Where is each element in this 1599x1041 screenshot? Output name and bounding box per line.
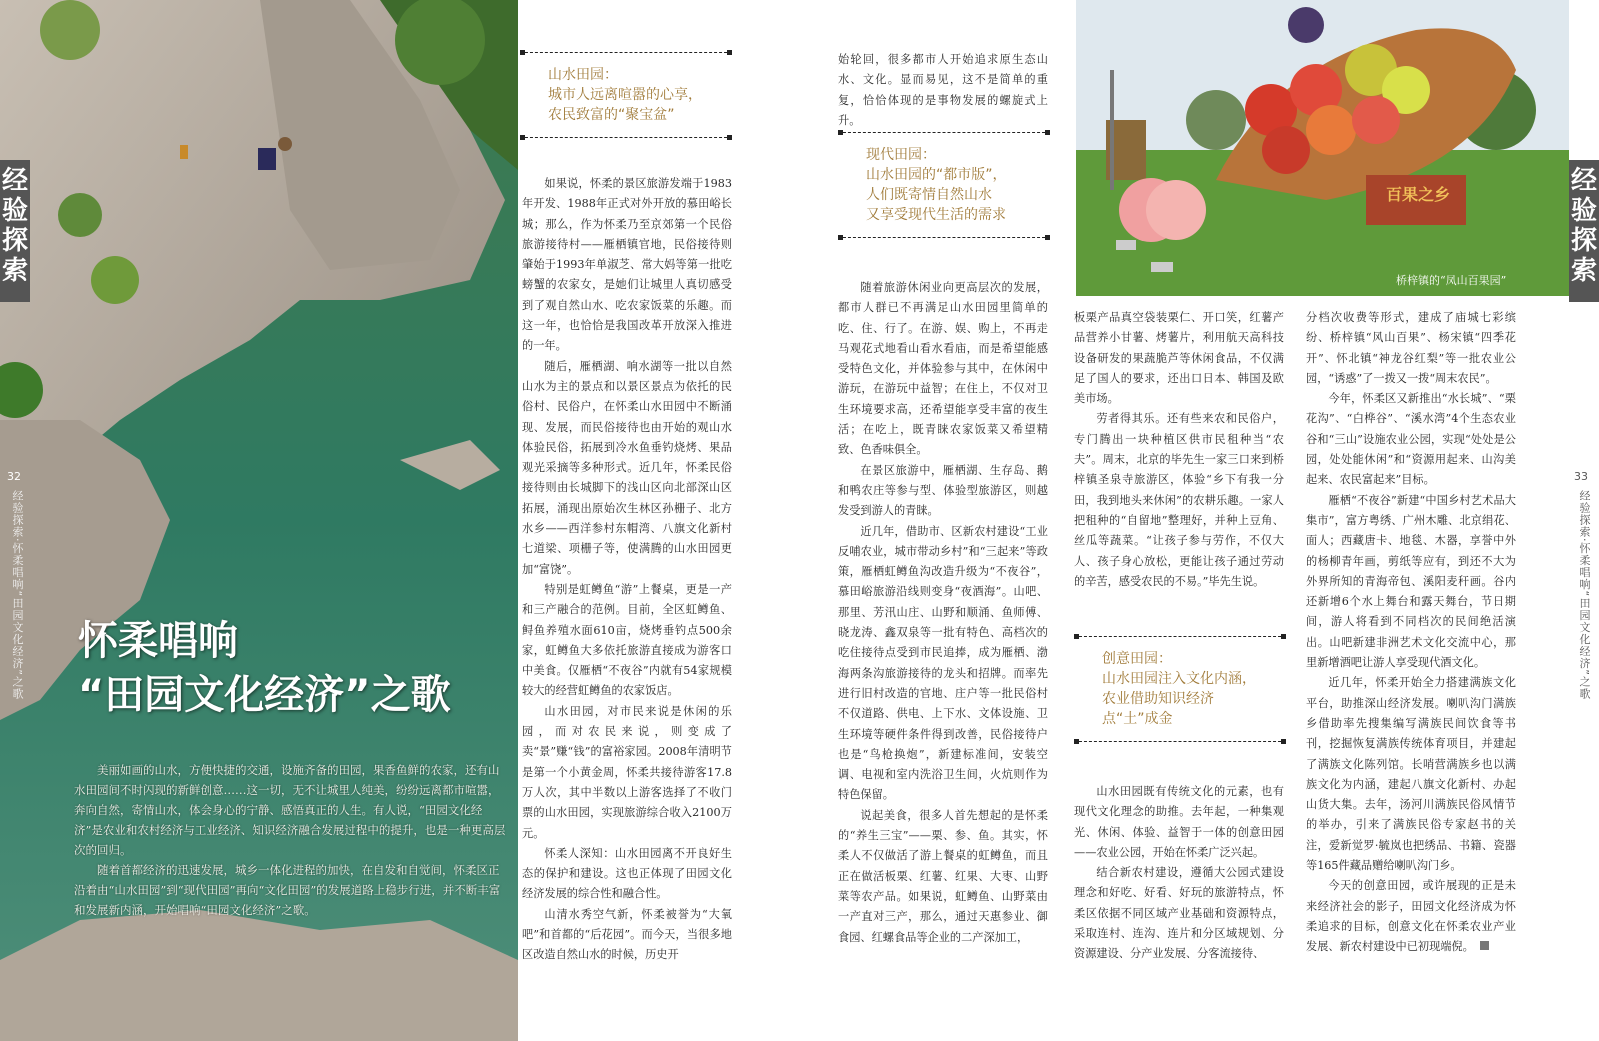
paragraph: 板栗产品真空袋装栗仁、开口笑，红薯产品营养小甘薯、烤薯片，利用航天高科技设备研发的果蔬脆芦等休闲食品，不仅满足了国人的要求，还出口日本、韩国及欧美市场。: [1074, 311, 1284, 406]
section-heading-1: [520, 52, 732, 138]
paragraph: 在景区旅游中，雁栖湖、生存岛、鹅和鸭农庄等参与型、体验型旅游区，则越发受到游人的青睐。: [838, 463, 1048, 518]
section-heading-text: [838, 133, 1050, 237]
page-number-right: 33: [1574, 470, 1588, 483]
section-heading-text: [520, 53, 732, 137]
running-head-left: 经验探索·怀柔唱响“田园文化经济”之歌: [11, 490, 24, 700]
photo-caption: 桥梓镇的“凤山百果园”: [1396, 274, 1507, 287]
sign-text: 百果之乡: [1386, 185, 1451, 204]
paragraph: 今年，怀柔区又新推出“水长城”、“栗花沟”、“白桦谷”、“溪水湾”4个生态农业谷和“三山”设施农业公园，实现“处处是公园，处处能休闲”和“资源用起来、山沟美起来、农民富起来”目标。: [1306, 392, 1516, 487]
section-rule: [520, 137, 732, 138]
section-rule: [1074, 741, 1286, 742]
intro-text: [74, 760, 506, 920]
paragraph: 结合新农村建设，遵循大公园式建设理念和好吃、好看、好玩的旅游特点，怀柔区依据不同区域产业基础和资源特点，采取连村、连沟、连片和分区域规划、分资源建设、分产业发展、分客流接待、: [1074, 866, 1284, 961]
paragraph: 说起美食，很多人首先想起的是怀柔的“养生三宝”——栗、参、鱼。其实，怀柔人不仅做活了游上餐桌的虹鳟鱼，而且正在做活板栗、红薯、红果、大枣、山野菜等农产品。如果说，虹鳟鱼、山野菜由一产直对三产，那么，通过天惠参业、御食园、红螺食品等企业的二产深加工，: [838, 808, 1048, 944]
paragraph: [1306, 876, 1516, 957]
section-rule: [838, 237, 1050, 238]
intro-paragraph: 随着首都经济的迅速发展，城乡一体化进程的加快，在自发和自觉间，怀柔区正沿着由“山水田园”到“现代田园”再向“文化田园”的发展道路上稳步行进，并不断丰富和发展新内涵，开始唱响“田园文化经济”之歌。: [74, 863, 501, 917]
paragraph: 劳者得其乐。还有些来农和民俗户，专门腾出一块种植区供市民租种当“农夫”。周末，北京的毕先生一家三口来到桥梓镇圣泉寺旅游区，体验“乡下有我一分田，我到地头来休闲”的农耕乐趣。一家人把租种的“自留地”整理好，并种上豆角、丝瓜等蔬菜。“让孩子参与劳作，不仅大人、孩子身心放松，更能让孩子通过劳动的辛苦，感受农民的不易。”毕先生说。: [1074, 412, 1284, 588]
section-title: 山水田园：: [548, 67, 618, 83]
section-rule: [1074, 636, 1286, 637]
text-column-1: [522, 174, 732, 966]
paragraph: 随着旅游休闲业向更高层次的发展，都市人群已不再满足山水田园里简单的吃、住、行了。在游、娱、购上，不再走马观花式地看山看水看庙，而是希望能感受特色文化，并体验参与其中，在休闲中游玩，在游玩中益智；在住上，不仅对卫生环境要求高，还希望能享受丰富的夜生活；在吃上，既青睐农家饭菜又希望精致、色香味俱全。: [838, 281, 1048, 457]
section-sub: 山水田园的“都市版”，: [866, 167, 1007, 183]
paragraph: 始轮回，很多都市人开始追求原生态山水、文化。显而易见，这不是简单的重复，恰恰体现的是事物发展的螺旋式上升。: [838, 53, 1048, 127]
page-number-left: 32: [7, 470, 21, 483]
section-rule: [838, 132, 1050, 133]
intro-paragraph: 美丽如画的山水，方便快捷的交通，设施齐备的田园，果香鱼鲜的农家，还有山水田园间不时闪现的新鲜创意……这一切，无不让城里人纯美，纷纷远离都市喧嚣，奔向自然，寄情山水，体会身心的宁静、感悟真正的人生。有人说，“田园文化经济”是农业和农村经济与工业经济、知识经济融合发展过程中的提升，也是一种更高层次的回归。: [74, 763, 506, 857]
section-rule: [520, 52, 732, 53]
paragraph: 怀柔人深知：山水田园离不开良好生态的保护和建设。这也正体现了田园文化经济发展的综合性和融合性。: [522, 846, 732, 901]
paragraph: 山清水秀空气新，怀柔被誉为“大氧吧”和首都的“后花园”。而今天，当很多地区改造自然山水的时候，历史开: [522, 907, 732, 962]
section-sub: 又享受现代生活的需求: [866, 207, 1006, 223]
section-title: 现代田园：: [866, 147, 936, 163]
text-column-2: [838, 278, 1048, 948]
paragraph: 随后，雁栖湖、响水湖等一批以自然山水为主的景点和以景区景点为依托的民俗村、民俗户，在怀柔山水田园中不断涌现、发展，而民俗接待也由开始的观山水体验民俗，拓展到冷水鱼垂钓烧烤、果品观光采摘等多种形式。近几年，怀柔民俗接待则由长城脚下的浅山区向北部深山区拓展，涌现出原始次生林区孙栅子、北方水乡——西洋参村东帽湾、八旗文化新村七道梁、项栅子等，使满腾的山水田园更加“富饶”。: [522, 359, 732, 576]
running-head-right: 经验探索·怀柔唱响“田园文化经济”之歌: [1578, 490, 1591, 700]
section-heading-3: [1074, 636, 1286, 742]
section-sub: 农业借助知识经济: [1102, 691, 1214, 707]
paragraph-text: 今天的创意田园，或许展现的正是未来经济社会的影子，田园文化经济成为怀柔追求的目标，创意文化在怀柔农业产业发展、新农村建设中已初现端倪。: [1306, 879, 1516, 954]
section-tab-right: 经验探索: [1569, 160, 1599, 302]
section-sub: 点“土”成金: [1102, 711, 1173, 727]
paragraph: 山水田园，对市民来说是休闲的乐园，而对农民来说，则变成了卖“景”赚“钱”的富裕家园。2008年清明节是第一个小黄金周，怀柔共接待游客17.8万人次，其中半数以上游客选择了不收门票的山水田园，实现旅游综合收入2100万元。: [522, 704, 732, 840]
paragraph: 特别是虹鳟鱼“游”上餐桌，更是一产和三产融合的范例。目前，全区虹鳟鱼、鲟鱼养殖水面610亩，烧烤垂钓点500余家，虹鳟鱼大多依托旅游直接成为游客口中美食。仅雁栖“不夜谷”内就有54家规模较大的经营虹鳟鱼的农家饭店。: [522, 582, 732, 698]
section-heading-text: [1074, 637, 1286, 741]
section-sub: 农民致富的“聚宝盆”: [548, 107, 675, 123]
paragraph: 分档次收费等形式，建成了庙城七彩缤纷、桥梓镇“风山百果”、杨宋镇“四季花开”、怀北镇“神龙谷红梨”等一批农业公园，“诱惑”了一拨又一拨“周末农民”。: [1306, 311, 1516, 385]
fruit-sculpture-photo: [1076, 0, 1569, 296]
section-sub: 城市人远离喧嚣的心享，: [548, 87, 702, 103]
end-mark-icon: [1480, 941, 1489, 950]
section-sub: 山水田园注入文化内涵，: [1102, 671, 1256, 687]
title-line-2: “田园文化经济”之歌: [78, 672, 451, 718]
paragraph: 如果说，怀柔的景区旅游发端于1983年开发、1988年正式对外开放的慕田峪长城；那么，作为怀柔乃至京郊第一个民俗旅游接待村——雁栖镇官地，民俗接待则肇始于1993年单淑芝、常大妈等第一批吃螃蟹的农家女，是她们让城里人真切感受到了观自然山水、吃农家饭菜的乐趣。而这一年，也恰恰是我国改革开放深入推进的一年。: [522, 177, 732, 353]
section-heading-2: [838, 132, 1050, 238]
text-column-2-top: [838, 50, 1048, 131]
text-column-3: [1074, 308, 1284, 592]
paragraph: 近几年，怀柔开始全力搭建满族文化平台，助推深山经济发展。喇叭沟门满族乡借助率先搜集编写满族民间饮食等书刊，挖掘恢复满族传统体育项目，并建起了满族文化陈列馆。长哨营满族乡也以满族文化为内涵，建起八旗文化新村、办起山货大集。去年，汤河川满族民俗风情节的举办，引来了满族民俗专家赵书的关注，爱新觉罗·毓岚也把绣品、书籍、瓷器等165件藏品赠给喇叭沟门乡。: [1306, 676, 1516, 873]
paragraph: 山水田园既有传统文化的元素，也有现代文化理念的助推。去年起，一种集观光、休闲、体验、益智于一体的创意田园——农业公园，开始在怀柔广泛兴起。: [1074, 785, 1284, 859]
section-title: 创意田园：: [1102, 651, 1172, 667]
text-column-3-bottom: [1074, 782, 1284, 965]
paragraph: 雁栖“不夜谷”新建“中国乡村艺术品大集市”，富方粤绣、广州木雕、北京绢花、面人；西藏唐卡、地毯、木器，享誉中外的杨柳青年画，剪纸等应有，到还不大为外界所知的青海帝包、溪阳麦秆画。谷内还新增6个水上舞台和露天舞台，节日期间，游人将看到不同档次的民间绝活演出。山吧新建非洲艺术文化交流中心，那里新增酒吧让游人享受现代酒文化。: [1306, 493, 1516, 670]
section-tab-left: 经验探索: [0, 160, 30, 302]
paragraph: 近几年，借助市、区新农村建设“工业反哺农业，城市带动乡村”和“三起来”等政策，雁栖虹鳟鱼沟改造升级为“不夜谷”，慕田峪旅游沿线则变身“夜酒海”。山吧、那里、芳汛山庄、山野和顺涌、鱼师傅、晓龙涛、鑫双泉等一批有特色、高档次的吃住接待点受到市民追捧，成为雁栖、渤海两条沟旅游接待的龙头和招牌。而率先进行旧村改造的官地、庄户等一批民俗村不仅道路、供电、上下水、文体设施、卫生环境等硬件条件得到改善，民俗接待户也是“鸟枪换炮”，新建标准间，安装空调、电视和室内洗浴卫生间，火炕则作为特色保留。: [838, 524, 1048, 802]
section-sub: 人们既寄情自然山水: [866, 187, 992, 203]
article-title: [78, 614, 451, 722]
title-line-1: 怀柔唱响: [78, 618, 238, 664]
text-column-4: [1306, 308, 1516, 958]
